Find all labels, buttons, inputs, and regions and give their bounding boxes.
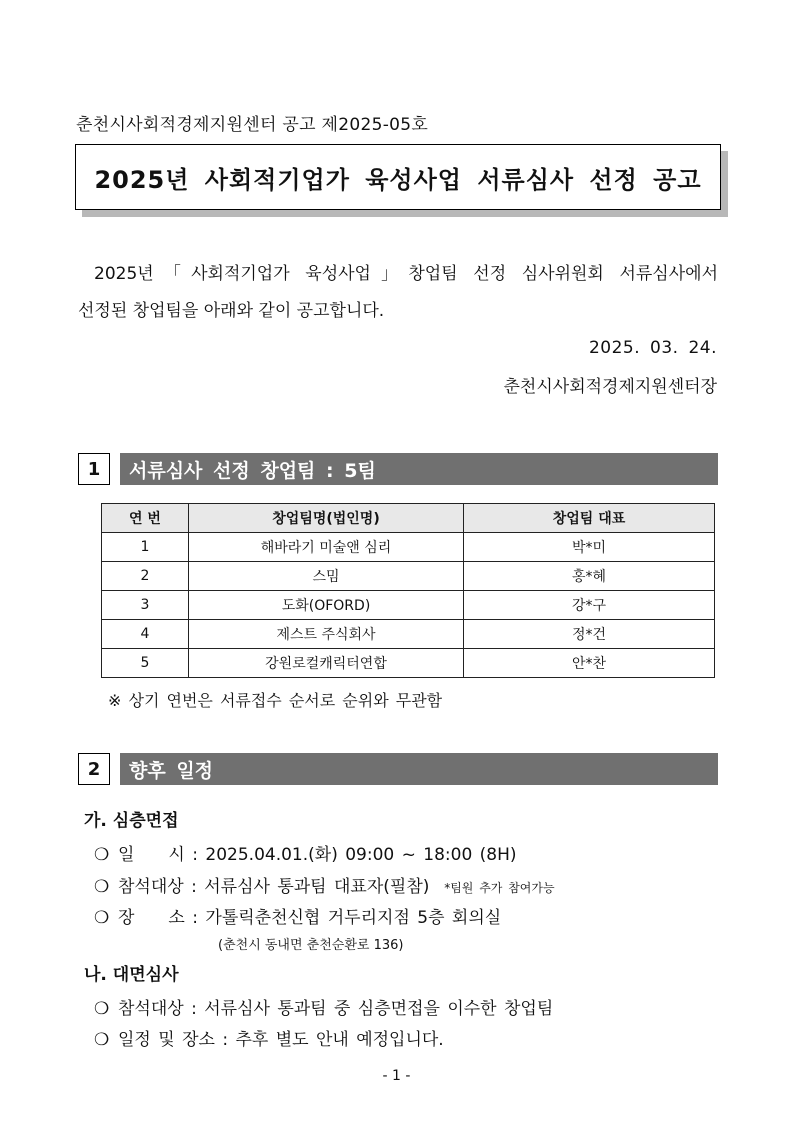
table-note: ※ 상기 연번은 서류접수 순서로 순위와 무관함 [108,691,443,710]
subheading-in-person-review: 나. 대면심사 [84,965,179,985]
item-text: 일정 및 장소 : 추후 별도 안내 예정입니다. [118,1030,444,1050]
cell-seq: 2 [102,562,189,591]
intro-line-1: 2025년「사회적기업가 육성사업」창업팀 선정 심사위원회 서류심사에서 [94,264,718,284]
issuer-signature: 춘천시사회적경제지원센터장 [503,377,717,397]
cell-representative: 박*미 [464,533,715,562]
cell-team-name: 해바라기 미술앤 심리 [189,533,464,562]
header-representative: 창업팀 대표 [464,504,715,533]
table-header-row [102,504,715,533]
table-row [102,591,715,620]
cell-seq: 1 [102,533,189,562]
header-team-name: 창업팀명(법인명) [189,504,464,533]
circle-bullet-icon: ❍ [94,877,110,897]
schedule-item-attendees [94,872,555,897]
page-number: - 1 - [382,1068,411,1084]
table-row [102,620,715,649]
cell-representative: 안*찬 [464,649,715,678]
document-title: 2025년 사회적기업가 육성사업 서류심사 선정 공고 [75,144,721,210]
section-2-header [78,753,718,785]
section-1-header [78,453,718,485]
item-label: 장 소 [118,908,185,928]
cell-team-name: 제스트 주식회사 [189,620,464,649]
intro-line-2: 선정된 창업팀을 아래와 같이 공고합니다. [78,301,385,321]
circle-bullet-icon: ❍ [94,999,110,1019]
cell-representative: 정*건 [464,620,715,649]
item-label: 일 시 [118,845,185,865]
circle-bullet-icon: ❍ [94,1030,110,1050]
title-block [75,144,721,210]
item-text: 참석대상 : 서류심사 통과팀 중 심층면접을 이수한 창업팀 [118,999,554,1019]
cell-representative: 강*구 [464,591,715,620]
schedule-item-datetime [94,840,517,865]
cell-seq: 4 [102,620,189,649]
table-row [102,649,715,678]
cell-team-name: 도화(OFORD) [189,591,464,620]
table-row [102,533,715,562]
location-address: (춘천시 동내면 춘천순환로 136) [218,938,404,953]
item-extra-note: *팀원 추가 참여가능 [444,881,555,895]
circle-bullet-icon: ❍ [94,908,110,928]
section-2-number: 2 [78,753,110,785]
review-item-attendees [94,994,553,1019]
header-seq: 연 번 [102,504,189,533]
item-label: 참석대상 [118,877,184,897]
notice-number: 춘천시사회적경제지원센터 공고 제2025-05호 [76,115,429,135]
section-1-number: 1 [78,453,110,485]
cell-team-name: 스밈 [189,562,464,591]
review-item-schedule [94,1025,444,1050]
cell-seq: 5 [102,649,189,678]
item-value: : 가톨릭춘천신협 거두리지점 5층 회의실 [192,908,502,928]
schedule-item-location [94,903,501,928]
selected-teams-table [101,503,715,678]
section-1-title: 서류심사 선정 창업팀 : 5팀 [120,453,718,485]
cell-seq: 3 [102,591,189,620]
intro-paragraph [78,256,718,330]
circle-bullet-icon: ❍ [94,845,110,865]
subheading-interview: 가. 심층면접 [84,811,179,831]
item-value: : 2025.04.01.(화) 09:00 ~ 18:00 (8H) [192,845,517,865]
notice-date: 2025. 03. 24. [588,338,717,358]
section-2-title: 향후 일정 [120,753,718,785]
item-value: : 서류심사 통과팀 대표자(필참) [191,877,430,897]
table-row [102,562,715,591]
cell-team-name: 강원로컬캐릭터연합 [189,649,464,678]
cell-representative: 홍*혜 [464,562,715,591]
